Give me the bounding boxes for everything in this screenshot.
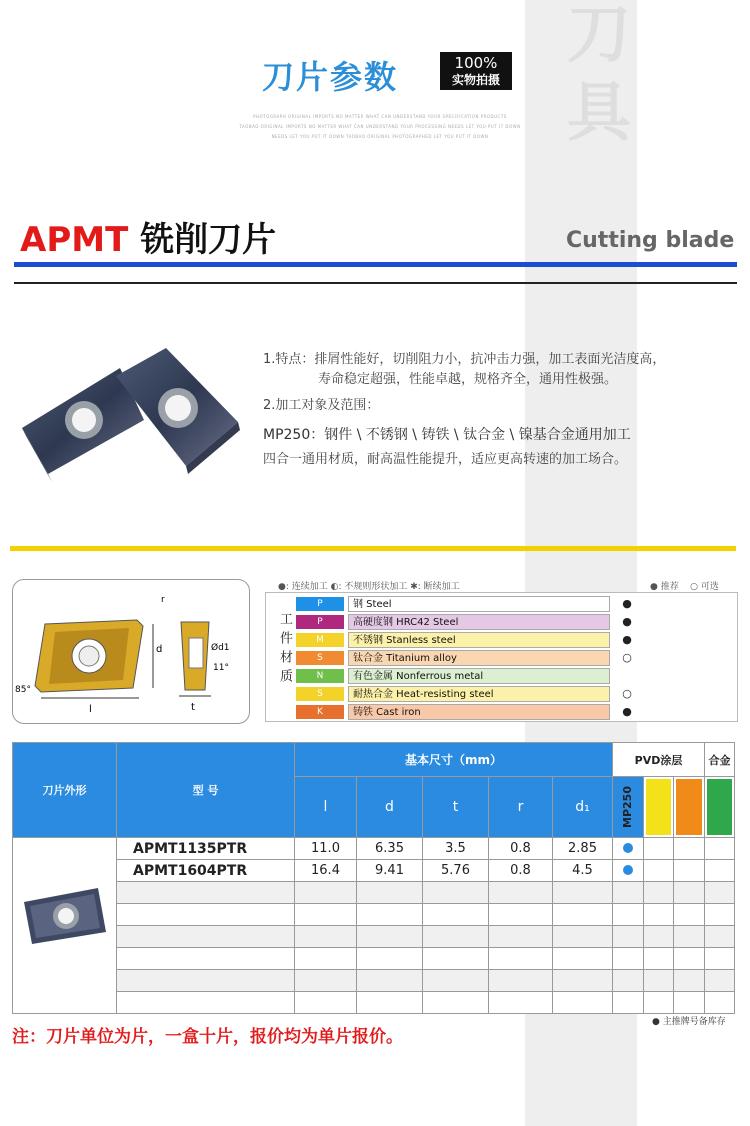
dim-t: t — [423, 777, 489, 838]
dim-cell — [423, 992, 489, 1014]
label-r: r — [161, 595, 165, 605]
grade-cell — [613, 777, 644, 838]
coat-cell — [674, 970, 705, 992]
material-name: 铸铁 Cast iron — [348, 704, 610, 720]
dim-cell: 4.5 — [553, 860, 613, 882]
material-code: S — [296, 651, 344, 665]
dim-cell — [553, 904, 613, 926]
machining-mode-legend: ●: 连续加工 ◐: 不规则形状加工 ✱: 断续加工 — [278, 582, 460, 592]
label-d1: Ød1 — [211, 643, 230, 653]
badge-percent: 100% — [454, 54, 498, 72]
dims-header: 基本尺寸（mm） — [295, 743, 613, 777]
grade-availability — [613, 970, 644, 992]
alloy-header: 合金 — [705, 743, 735, 777]
work-material-label — [272, 612, 292, 688]
coat-cell — [643, 904, 674, 926]
dim-cell: 9.41 — [357, 860, 423, 882]
table-row — [13, 860, 735, 882]
material-name: 有色金属 Nonferrous metal — [348, 668, 610, 684]
model-cell — [117, 904, 295, 926]
coat-cell — [674, 882, 705, 904]
dim-cell — [423, 882, 489, 904]
dim-cell — [357, 948, 423, 970]
material-mark — [618, 668, 636, 684]
dim-cell — [423, 970, 489, 992]
section-english: Cutting blade — [566, 228, 735, 253]
label-d: d — [156, 644, 163, 655]
pvd-header: PVD涂层 — [613, 743, 705, 777]
grade-availability — [613, 882, 644, 904]
dimension-drawing — [13, 580, 249, 723]
recommend-label: ● 推荐 — [650, 582, 679, 592]
dim-cell — [357, 926, 423, 948]
material-code: N — [296, 669, 344, 683]
coat-cell — [643, 948, 674, 970]
coat-cell — [643, 926, 674, 948]
insert-product-image — [16, 336, 246, 486]
section-code: APMT — [20, 220, 129, 260]
coat-cell — [705, 970, 735, 992]
grade-availability — [613, 948, 644, 970]
dim-cell — [357, 904, 423, 926]
model-cell — [117, 992, 295, 1014]
material-name: 高硬度钢 HRC42 Steel — [348, 614, 610, 630]
grade-description-2: 四合一通用材质，耐高温性能提升，适应更高转速的加工场合。 — [263, 452, 628, 467]
table-row — [13, 926, 735, 948]
material-code: S — [296, 687, 344, 701]
section-name: 铣削刀片 — [140, 220, 277, 260]
table-row — [13, 992, 735, 1014]
dim-cell — [295, 926, 357, 948]
grade-availability — [613, 992, 644, 1014]
dim-cell: 5.76 — [423, 860, 489, 882]
grade-availability — [613, 926, 644, 948]
dim-cell: 16.4 — [295, 860, 357, 882]
page-title: 刀片参数 — [262, 58, 399, 96]
material-mark: ● — [622, 633, 632, 646]
material-code: K — [296, 705, 344, 719]
dim-d1: d₁ — [553, 777, 613, 838]
dim-cell — [553, 970, 613, 992]
label-l: l — [89, 704, 92, 715]
dim-cell — [423, 904, 489, 926]
feature-line-1: 1.特点：排屑性能好，切削阻力小，抗冲击力强，加工表面光洁度高， — [263, 352, 666, 367]
dim-cell — [295, 992, 357, 1014]
dim-cell: 0.8 — [489, 860, 553, 882]
work-label-text: 工件材质 — [277, 612, 292, 688]
coat-cell — [643, 838, 674, 860]
table-row — [13, 838, 735, 860]
table-row — [13, 882, 735, 904]
dim-cell — [553, 948, 613, 970]
coat-cell — [705, 882, 735, 904]
dim-cell — [489, 926, 553, 948]
dim-cell — [295, 882, 357, 904]
coat-cell — [643, 970, 674, 992]
coat-cell — [643, 882, 674, 904]
label-85: 85° — [15, 685, 31, 695]
material-name: 不锈钢 Stanless steel — [348, 632, 610, 648]
material-mark: ● — [622, 615, 632, 628]
dim-cell: 2.85 — [553, 838, 613, 860]
coat-cell — [674, 926, 705, 948]
insert-thumbnail — [20, 880, 110, 950]
dim-cell — [553, 882, 613, 904]
photo-badge — [440, 52, 512, 90]
divider-black — [14, 282, 737, 284]
coat-cell — [674, 838, 705, 860]
optional-label: ○ 可选 — [690, 582, 719, 592]
coat-cell — [643, 992, 674, 1014]
dim-cell — [553, 992, 613, 1014]
table-row — [13, 904, 735, 926]
dim-cell: 11.0 — [295, 838, 357, 860]
dim-cell — [357, 970, 423, 992]
dim-cell — [489, 948, 553, 970]
dim-cell: 3.5 — [423, 838, 489, 860]
dim-l: l — [295, 777, 357, 838]
material-code: P — [296, 597, 344, 611]
divider-yellow — [10, 546, 736, 551]
material-name: 钛合金 Titanium alloy — [348, 650, 610, 666]
table-row — [13, 948, 735, 970]
watermark-text: 刀具 — [556, 0, 630, 156]
badge-label: 实物拍摄 — [451, 73, 500, 87]
grade-description: MP250：钢件 \ 不锈钢 \ 铸铁 \ 钛合金 \ 镍基合金通用加工 — [263, 427, 631, 443]
coat-cell — [674, 948, 705, 970]
dim-cell — [357, 882, 423, 904]
material-code: M — [296, 633, 344, 647]
dim-cell — [295, 970, 357, 992]
orange-coating — [674, 777, 705, 838]
coat-cell — [643, 860, 674, 882]
dim-cell — [295, 904, 357, 926]
price-note: 注：刀片单位为片，一盒十片，报价均为单片报价。 — [12, 1027, 403, 1047]
label-11: 11° — [213, 663, 229, 673]
green-alloy — [705, 777, 735, 838]
fine-print-3: NEEDS LET YOU PUT IT DOWN TAOBAO ORIGINAL PHOTOGRAPHED LET YOU PUT IT DOWN — [271, 134, 489, 139]
dim-cell: 6.35 — [357, 838, 423, 860]
coat-cell — [705, 838, 735, 860]
dim-cell — [423, 948, 489, 970]
stock-note: ● 主推牌号备库存 — [652, 1017, 726, 1027]
feature-line-3: 2.加工对象及范围： — [263, 398, 380, 413]
material-mark: ● — [622, 705, 632, 718]
grade-availability — [613, 838, 644, 860]
model-cell — [117, 926, 295, 948]
coat-cell — [705, 992, 735, 1014]
dim-cell — [553, 926, 613, 948]
dim-cell — [295, 948, 357, 970]
fine-print-2: TAOBAO ORIGINAL IMPORTS NO MATTER WHAT CAN UNDERSTAND YOUR PROCESSING NEEDS LET YOU PUT IT DOWN — [239, 124, 521, 129]
material-name: 钢 Steel — [348, 596, 610, 612]
dim-d: d — [357, 777, 423, 838]
coat-cell — [705, 860, 735, 882]
material-mark: ○ — [622, 651, 632, 664]
model-cell — [117, 948, 295, 970]
yellow-coating — [643, 777, 674, 838]
grade-availability — [613, 904, 644, 926]
dim-cell — [489, 904, 553, 926]
coat-cell — [705, 926, 735, 948]
dimension-diagram — [12, 579, 250, 724]
grade-availability — [613, 860, 644, 882]
spec-rows — [13, 838, 735, 1014]
coat-cell — [674, 860, 705, 882]
table-row — [13, 970, 735, 992]
model-cell: APMT1135PTR — [117, 838, 295, 860]
shape-header: 刀片外形 — [13, 743, 117, 838]
coat-cell — [674, 992, 705, 1014]
dim-cell — [489, 970, 553, 992]
material-mark: ● — [622, 597, 632, 610]
model-cell — [117, 970, 295, 992]
coat-cell — [705, 904, 735, 926]
coat-cell — [705, 948, 735, 970]
divider-blue — [14, 262, 737, 267]
model-cell: APMT1604PTR — [117, 860, 295, 882]
dim-cell: 0.8 — [489, 838, 553, 860]
feature-line-2: 寿命稳定超强，性能卓越，规格齐全，通用性极强。 — [318, 372, 618, 387]
model-cell — [117, 882, 295, 904]
dim-cell — [489, 882, 553, 904]
dim-r: r — [489, 777, 553, 838]
grade-label: MP250 — [621, 786, 635, 828]
dim-cell — [489, 992, 553, 1014]
dim-cell — [423, 926, 489, 948]
recommend-legend — [650, 579, 719, 592]
label-t: t — [191, 702, 195, 713]
spec-table — [12, 742, 735, 1014]
fine-print-1: PHOTOGRAPH ORIGINAL IMPORTS NO MATTER WHAT CAN UNDERSTAND YOUR SPECIFICATION PRODUCTS — [253, 114, 507, 119]
material-name: 耐热合金 Heat-resisting steel — [348, 686, 610, 702]
material-mark: ○ — [622, 687, 632, 700]
coat-cell — [674, 904, 705, 926]
dim-cell — [357, 992, 423, 1014]
model-header: 型 号 — [117, 743, 295, 838]
section-title — [20, 212, 276, 261]
material-code: P — [296, 615, 344, 629]
